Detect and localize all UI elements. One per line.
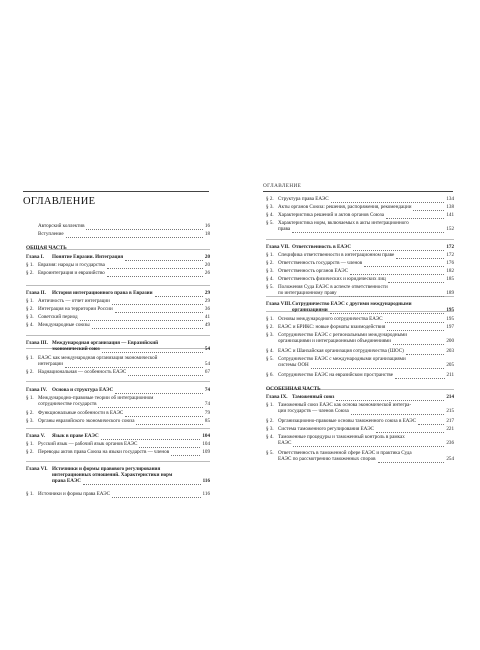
- entry-page-number: 29: [204, 298, 210, 304]
- entry-label: § 6.: [266, 372, 274, 378]
- entry-title: Сотрудничество ЕАЭС с региональными международными: [278, 332, 407, 338]
- entry-page-number: 20: [204, 262, 210, 268]
- entry-title: Русский язык — рабочий язык органов ЕАЭС: [38, 441, 138, 447]
- entry-page-number: 36: [204, 306, 210, 312]
- entry-label: § 2.: [26, 410, 34, 416]
- entry-title: Переводы актов права Союза на языки государств — членов: [38, 449, 170, 455]
- entry-page-number: 189: [446, 290, 454, 297]
- entry-title: Функциональные особенности в ЕАЭС: [38, 410, 124, 416]
- entry-page-number: 138: [446, 204, 454, 210]
- left-section-entry[interactable]: [26, 491, 210, 497]
- entry-label: § 3.: [266, 426, 274, 432]
- leader-dots: [406, 348, 444, 355]
- left-chapter-entry[interactable]: [26, 340, 210, 352]
- leader-dots: [102, 346, 203, 353]
- entry-title: Сотрудничество ЕАЭС с международными организациями: [278, 356, 406, 362]
- entry-label: § 1.: [266, 316, 274, 322]
- left-separator: [26, 428, 210, 429]
- left-section-entry[interactable]: [26, 314, 210, 320]
- left-chapter-entry[interactable]: [26, 433, 210, 439]
- right-section-entry[interactable]: [266, 212, 454, 218]
- entry-page-number: 109: [202, 449, 210, 455]
- entry-title: Характеристика норм, включаемых в акты интеграционного: [278, 220, 409, 226]
- entry-title: Таможенный союз ЕАЭС как основа экономической интегра-: [278, 402, 412, 408]
- entry-page-number: 74: [204, 401, 210, 408]
- leader-dots: [125, 254, 203, 261]
- left-section-entry[interactable]: [26, 322, 210, 328]
- right-section-entry[interactable]: [266, 332, 454, 344]
- entry-title: ЕАЭС и Шанхайская организация сотрудничества (ШОС): [278, 348, 404, 354]
- entry-label: Глава II.: [26, 290, 46, 296]
- entry-title: Характеристика решений и актов органов Союза: [278, 212, 384, 218]
- entry-page-number: 116: [202, 478, 210, 485]
- entry-page-number: 203: [446, 348, 454, 354]
- entry-title: интеграции: [38, 361, 64, 368]
- right-section-entry[interactable]: [266, 204, 454, 210]
- right-section-entry[interactable]: [266, 434, 454, 446]
- entry-label: § 1.: [26, 262, 34, 268]
- left-section-entry[interactable]: [26, 369, 210, 375]
- leader-dots: [112, 491, 201, 498]
- left-separator: [26, 335, 210, 336]
- entry-page-number: 29: [204, 290, 210, 296]
- entry-title: Интеграция на территории России: [38, 306, 113, 312]
- leader-dots: [171, 449, 200, 456]
- entry-title: организациями: [292, 307, 328, 314]
- entry-page-number: 104: [202, 441, 210, 447]
- left-section-entry[interactable]: [26, 223, 210, 229]
- leader-dots: [351, 408, 444, 415]
- entry-title: Таможенный союз: [292, 394, 335, 400]
- left-section-title: ОБЩАЯ ЧАСТЬ: [26, 245, 67, 251]
- right-section-entry[interactable]: [266, 356, 454, 368]
- entry-title: Положения Суда ЕАЭС в аспекте ответственности: [278, 284, 388, 290]
- entry-page-number: 152: [446, 226, 454, 233]
- entry-label: § 2.: [266, 324, 274, 330]
- entry-title: Международно-правовые теории об интеграционном: [38, 395, 154, 401]
- leader-dots: [388, 276, 444, 283]
- entry-label: § 1.: [26, 298, 34, 304]
- entry-title: ции государств — членов Союза: [278, 408, 349, 415]
- leader-dots: [125, 410, 203, 417]
- entry-label: § 1.: [26, 441, 34, 447]
- entry-title: Советский период: [38, 314, 78, 320]
- leader-dots: [65, 361, 203, 368]
- entry-page-number: 67: [204, 369, 210, 375]
- entry-title: Организационно-правовые основы таможенного союза в ЕАЭС: [278, 418, 417, 424]
- leader-dots: [378, 456, 444, 463]
- leader-dots: [350, 268, 444, 275]
- entry-title: Ответственность физических и юридических лиц: [278, 276, 386, 282]
- left-section-entry[interactable]: [26, 449, 210, 455]
- entry-label: § 5.: [266, 220, 274, 226]
- entry-label: § 2.: [26, 449, 34, 455]
- running-header: ОГЛАВЛЕНИЕ: [263, 183, 302, 189]
- leader-dots: [155, 290, 203, 297]
- entry-page-number: 54: [204, 361, 210, 368]
- entry-label: § 3.: [266, 268, 274, 274]
- entry-page-number: 217: [446, 418, 454, 424]
- entry-label: § 5.: [266, 450, 274, 456]
- entry-page-number: 16: [204, 223, 210, 229]
- entry-title: Основы международного сотрудничества ЕАЭС: [278, 316, 383, 322]
- entry-page-number: 195: [446, 307, 454, 314]
- leader-dots: [83, 478, 201, 485]
- entry-title: Таможенные процедуры и таможенный контроль в рамках: [278, 434, 405, 440]
- entry-label: Глава VI.: [26, 466, 48, 472]
- entry-label: § 4.: [266, 434, 274, 440]
- leader-dots: [395, 372, 445, 379]
- entry-label: § 4.: [266, 276, 274, 282]
- left-chapter-entry[interactable]: [26, 290, 210, 296]
- entry-page-number: 41: [204, 314, 210, 320]
- leader-dots: [101, 433, 200, 440]
- entry-title: ЕАЭС и БРИКС: новые форматы взаимодействия: [278, 324, 386, 330]
- left-section-entry[interactable]: [26, 410, 210, 416]
- entry-title: Органы евразийского экономического союза: [38, 418, 135, 424]
- right-section-entry[interactable]: [266, 426, 454, 432]
- entry-title: ЕАЭС: [278, 440, 292, 447]
- entry-title: Евразия: народы и государства: [38, 262, 105, 268]
- leader-dots: [115, 387, 203, 394]
- right-section-entry[interactable]: [266, 268, 454, 274]
- entry-label: § 2.: [266, 418, 274, 424]
- entry-page-number: 74: [204, 387, 210, 393]
- leader-dots: [66, 231, 203, 238]
- entry-page-number: 18: [204, 231, 210, 237]
- left-section-entry[interactable]: [26, 441, 210, 447]
- entry-label: Глава VII.: [266, 244, 290, 250]
- entry-page-number: 254: [446, 456, 454, 463]
- entry-page-number: 20: [204, 254, 210, 260]
- leader-dots: [330, 307, 444, 314]
- left-section-entry[interactable]: [26, 270, 210, 276]
- right-section-entry[interactable]: [266, 260, 454, 266]
- leader-dots: [107, 270, 203, 277]
- entry-title: права ЕАЭС: [52, 478, 81, 485]
- entry-label: § 1.: [26, 355, 34, 361]
- right-section-entry[interactable]: [266, 276, 454, 282]
- entry-page-number: 85: [204, 418, 210, 424]
- leader-dots: [311, 362, 444, 369]
- leader-dots: [386, 212, 444, 219]
- entry-page-number: 141: [446, 212, 454, 218]
- entry-page-number: 172: [446, 252, 454, 258]
- left-section-entry[interactable]: [26, 418, 210, 424]
- entry-title: История интеграционного права в Евразии: [52, 290, 153, 296]
- leader-dots: [413, 204, 444, 211]
- entry-label: § 2.: [266, 260, 274, 266]
- entry-title: Акты органов Союза: решения, распоряжения, рекомендации: [278, 204, 412, 210]
- entry-label: Глава VIII.: [266, 301, 292, 307]
- entry-title: Основа и структура ЕАЭС: [52, 387, 114, 393]
- entry-page-number: 205: [446, 362, 454, 369]
- leader-dots: [293, 440, 444, 447]
- left-top-rule: [23, 191, 209, 192]
- entry-label: § 2.: [26, 270, 34, 276]
- entry-title: Сотрудничество ЕАЭС на евразийском пространстве: [278, 372, 394, 378]
- entry-title: Античность — отчет интеграции: [38, 298, 110, 304]
- right-separator: [266, 239, 454, 240]
- right-section-entry[interactable]: [266, 348, 454, 354]
- entry-page-number: 26: [204, 270, 210, 276]
- leader-dots: [139, 441, 200, 448]
- right-top-rule: [263, 191, 453, 192]
- right-section-entry[interactable]: [266, 220, 454, 232]
- leader-dots: [376, 426, 444, 433]
- leader-dots: [396, 252, 444, 259]
- leader-dots: [292, 226, 444, 233]
- leader-dots: [336, 394, 444, 401]
- entry-label: Глава IV.: [26, 387, 47, 393]
- entry-label: § 1.: [26, 395, 34, 401]
- entry-page-number: 185: [446, 276, 454, 282]
- entry-title: Язык в праве ЕАЭС: [52, 433, 99, 439]
- entry-title: Вступление: [38, 231, 64, 237]
- entry-page-number: 236: [446, 440, 454, 447]
- right-chapter-entry[interactable]: [266, 301, 454, 313]
- entry-title: Ответственность в ЕАЭС: [292, 244, 352, 250]
- leader-dots: [418, 418, 444, 425]
- entry-title: Специфика ответственности в интеграционном праве: [278, 252, 395, 258]
- leader-dots: [115, 306, 203, 313]
- right-section-entry[interactable]: [266, 324, 454, 330]
- left-separator: [26, 285, 210, 286]
- entry-page-number: 215: [446, 408, 454, 415]
- entry-page-number: 54: [204, 346, 210, 353]
- entry-label: § 5.: [266, 284, 274, 290]
- entry-title: Сотрудничество ЕАЭС с другими международными: [292, 301, 412, 307]
- entry-title: Ответственность органов ЕАЭС: [278, 268, 348, 274]
- entry-page-number: 195: [446, 316, 454, 322]
- entry-page-number: 221: [446, 426, 454, 432]
- entry-label: § 3.: [26, 418, 34, 424]
- leader-dots: [385, 316, 444, 323]
- leader-dots: [112, 298, 203, 305]
- leader-dots: [80, 314, 203, 321]
- entry-label: § 3.: [26, 314, 34, 320]
- page-title: ОГЛАВЛЕНИЕ: [23, 196, 96, 207]
- entry-title: по интеграционному праву: [278, 290, 337, 297]
- entry-label: § 4.: [266, 348, 274, 354]
- entry-label: Глава I.: [26, 254, 44, 260]
- entry-label: § 1.: [266, 252, 274, 258]
- entry-page-number: 116: [202, 491, 210, 497]
- entry-title: Понятие Евразии. Интеграция: [52, 254, 124, 260]
- entry-page-number: 176: [446, 260, 454, 266]
- entry-title: права: [278, 226, 291, 233]
- leader-dots: [393, 338, 444, 345]
- left-section-entry[interactable]: [26, 306, 210, 312]
- entry-title: Международные союзы: [38, 322, 90, 328]
- right-chapter-entry[interactable]: [266, 244, 454, 250]
- left-section-entry[interactable]: [26, 395, 210, 407]
- entry-page-number: 134: [446, 196, 454, 202]
- entry-page-number: 172: [446, 244, 454, 250]
- entry-label: Глава III.: [26, 340, 48, 346]
- entry-title: Евроинтеграция и евразийство: [38, 270, 105, 276]
- entry-label: § 1.: [26, 491, 34, 497]
- leader-dots: [353, 244, 444, 251]
- entry-title: ЕАЭС как международная организация экономической: [38, 355, 158, 361]
- right-section-title: ОСОБЕННАЯ ЧАСТЬ: [266, 386, 321, 392]
- entry-label: § 2.: [26, 369, 34, 375]
- entry-label: § 2.: [26, 306, 34, 312]
- entry-title: экономический союз: [52, 346, 100, 353]
- entry-title: интеграционных отношений. Характеристики норм: [52, 472, 173, 479]
- entry-label: § 5.: [266, 356, 274, 362]
- leader-dots: [128, 369, 203, 376]
- entry-title: Структура права ЕАЭС: [278, 196, 329, 202]
- entry-label: § 2.: [266, 196, 274, 202]
- left-section-entry[interactable]: [26, 298, 210, 304]
- entry-title: Авторский коллектив: [38, 223, 85, 229]
- entry-title: Ответственность государств — членов: [278, 260, 363, 266]
- entry-page-number: 197: [446, 324, 454, 330]
- entry-label: § 3.: [266, 204, 274, 210]
- entry-title: Наднациональная — особенность ЕАЭС: [38, 369, 127, 375]
- leader-dots: [339, 290, 444, 297]
- right-section-entry[interactable]: [266, 402, 454, 414]
- entry-label: Глава V.: [26, 433, 45, 439]
- entry-label: § 4.: [266, 212, 274, 218]
- right-section-entry[interactable]: [266, 284, 454, 296]
- entry-title: Система таможенного регулирования ЕАЭС: [278, 426, 374, 432]
- entry-page-number: 49: [204, 322, 210, 328]
- entry-page-number: 79: [204, 410, 210, 416]
- right-section-entry[interactable]: [266, 450, 454, 462]
- entry-title: системы ООН: [278, 362, 309, 369]
- entry-page-number: 104: [202, 433, 210, 439]
- leader-dots: [331, 196, 444, 203]
- entry-page-number: 211: [446, 372, 454, 378]
- left-section-entry[interactable]: [26, 262, 210, 268]
- left-section-entry[interactable]: [26, 355, 210, 367]
- entry-page-number: 214: [446, 394, 454, 400]
- left-chapter-entry[interactable]: [26, 387, 210, 393]
- entry-page-number: 200: [446, 338, 454, 345]
- leader-dots: [92, 322, 203, 329]
- entry-label: § 1.: [266, 402, 274, 408]
- entry-page-number: 182: [446, 268, 454, 274]
- entry-label: § 4.: [26, 322, 34, 328]
- leader-dots: [107, 262, 203, 269]
- left-separator: [26, 461, 210, 462]
- right-section-entry[interactable]: [266, 252, 454, 258]
- left-chapter-entry[interactable]: [26, 254, 210, 260]
- entry-title: сотрудничестве государств: [38, 401, 97, 408]
- leader-dots: [364, 260, 444, 267]
- entry-title: Источники и формы правового регулирования: [52, 466, 161, 472]
- leader-dots: [387, 324, 444, 331]
- entry-title: ЕАЭС по рассмотрению таможенных споров: [278, 456, 376, 463]
- right-section-entry[interactable]: [266, 418, 454, 424]
- leader-dots: [86, 223, 203, 230]
- right-chapter-entry[interactable]: [266, 394, 454, 400]
- left-section-entry[interactable]: [26, 231, 210, 237]
- right-section-entry[interactable]: [266, 316, 454, 322]
- entry-label: Глава IX.: [266, 394, 288, 400]
- leader-dots: [136, 418, 203, 425]
- right-section-entry[interactable]: [266, 372, 454, 378]
- entry-title: организациями и интеграционными объединениями: [278, 338, 392, 345]
- leader-dots: [98, 401, 203, 408]
- left-chapter-entry[interactable]: [26, 466, 210, 485]
- left-separator: [26, 381, 210, 382]
- entry-title: Источники и формы права ЕАЭС: [38, 491, 111, 497]
- right-section-entry[interactable]: [266, 196, 454, 202]
- entry-title: Ответственность в таможенной сфере ЕАЭС и практика Суда: [278, 450, 412, 456]
- entry-title: Международная организация — Евразийский: [52, 340, 159, 346]
- entry-label: § 3.: [266, 332, 274, 338]
